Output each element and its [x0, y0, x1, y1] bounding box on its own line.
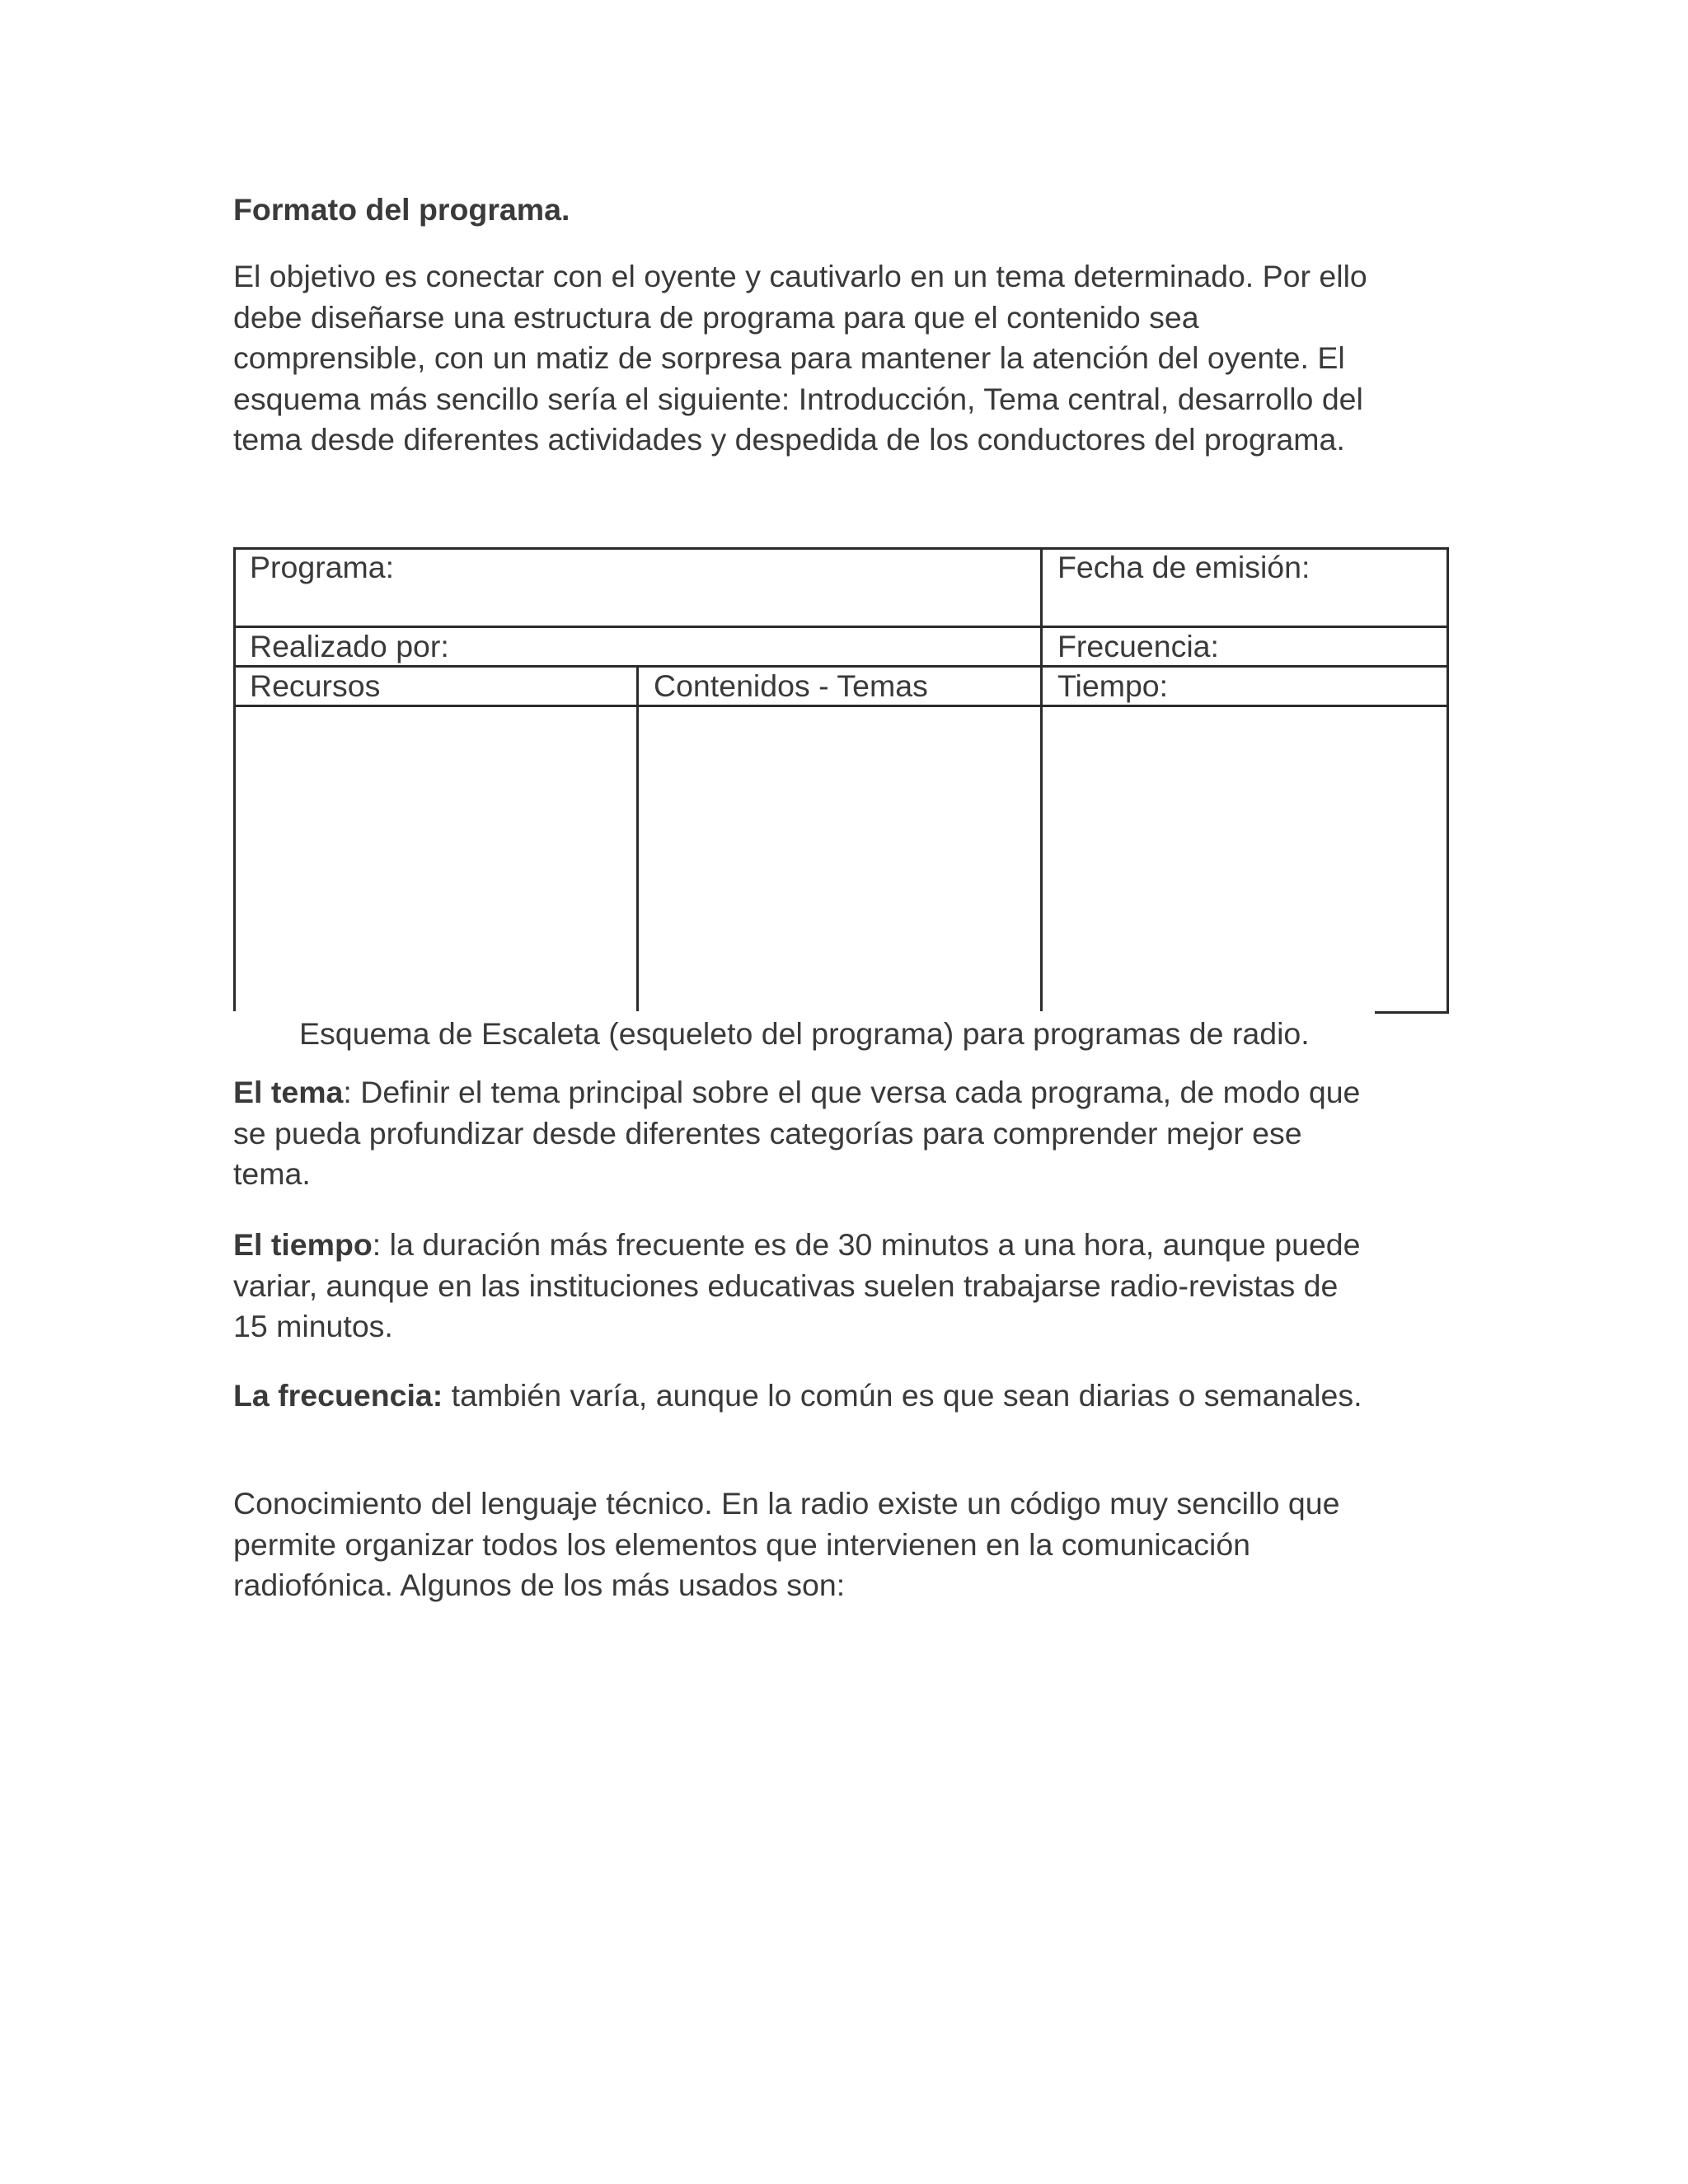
intro-line: esquema más sencillo sería el siguiente: Introducción, Tema central, desarrollo del	[233, 381, 1363, 416]
frecuencia-label-text: La frecuencia:	[233, 1378, 443, 1413]
table-column-divider	[636, 665, 639, 1011]
intro-line: El objetivo es conectar con el oyente y cautivarlo en un tema determinado. Por ello	[233, 259, 1367, 293]
tema-line: : Definir el tema principal sobre el que versa cada programa, de modo que	[343, 1075, 1361, 1109]
tiempo-paragraph	[233, 1225, 1361, 1347]
tiempo-label: El tiempo	[233, 1227, 373, 1262]
intro-line: debe diseñarse una estructura de programa para que el contenido sea	[233, 299, 1199, 335]
intro-paragraph	[233, 256, 1367, 461]
lenguaje-line: Conocimiento del lenguaje técnico. En la radio existe un código muy sencillo que	[233, 1486, 1340, 1521]
frecuencia-paragraph	[233, 1376, 1362, 1417]
recursos-header: Recursos	[250, 668, 381, 703]
tema-label: El tema	[233, 1075, 344, 1109]
intro-line: tema desde diferentes actividades y despedida de los conductores del programa.	[233, 422, 1345, 457]
table-row-divider	[233, 705, 1449, 707]
realizado-por-label: Realizado por:	[250, 629, 449, 663]
intro-line: comprensible, con un matiz de sorpresa para mantener la atención del oyente. El	[233, 340, 1345, 375]
tiempo-line: : la duración más frecuente es de 30 minutos a una hora, aunque puede	[372, 1227, 1361, 1262]
programa-label: Programa:	[250, 550, 395, 584]
lenguaje-line: radiofónica. Algunos de los más usados son:	[233, 1568, 846, 1602]
table-column-divider	[1040, 547, 1043, 1011]
escaleta-table	[233, 547, 1449, 1014]
fecha-emision-label: Fecha de emisión:	[1057, 550, 1311, 584]
section-heading: Formato del programa.	[233, 192, 570, 227]
tiempo-line: 15 minutos.	[233, 1309, 393, 1343]
tiempo-line: variar, aunque en las instituciones educativas suelen trabajarse radio-revistas de	[233, 1268, 1339, 1303]
lenguaje-line: permite organizar todos los elementos que intervienen en la comunicación	[233, 1526, 1251, 1562]
tiempo-header: Tiempo:	[1057, 668, 1169, 703]
tema-paragraph	[233, 1072, 1360, 1195]
tema-line: tema.	[233, 1156, 311, 1191]
table-border-right	[1447, 547, 1449, 1014]
table-border-bottom-fragment	[1375, 1011, 1449, 1014]
table-border-left	[233, 547, 236, 1011]
frecuencia-text: también varía, aunque lo común es que sean diarias o semanales.	[443, 1378, 1362, 1413]
contenidos-temas-header: Contenidos - Temas	[654, 668, 928, 703]
tema-line: se pueda profundizar desde diferentes categorías para comprender mejor ese	[233, 1115, 1302, 1151]
lenguaje-paragraph	[233, 1483, 1339, 1606]
table-caption: Esquema de Escaleta (esqueleto del programa) para programas de radio.	[299, 1016, 1310, 1051]
frecuencia-label: Frecuencia:	[1057, 629, 1219, 663]
